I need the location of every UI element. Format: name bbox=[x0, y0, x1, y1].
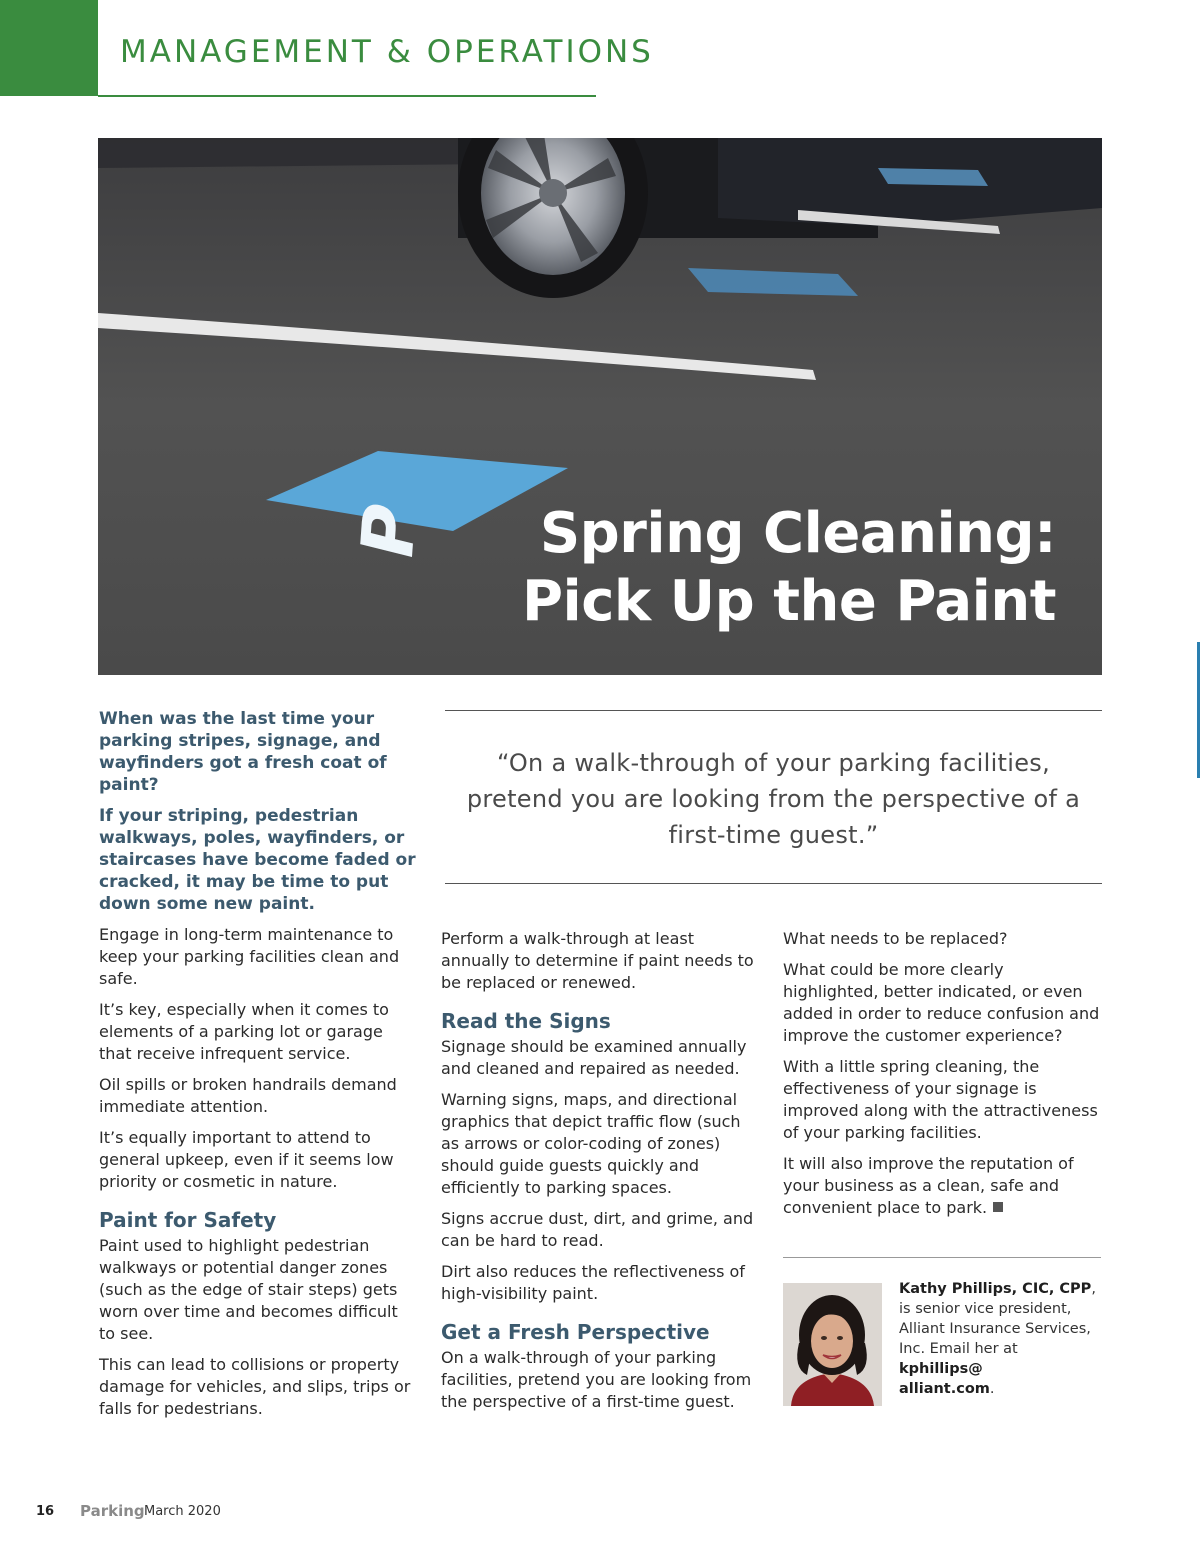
body-paragraph: Signs accrue dust, dirt, and grime, and can be hard to read. bbox=[441, 1209, 754, 1250]
column-2 bbox=[441, 928, 761, 1422]
hero-image bbox=[98, 138, 1102, 675]
author-bio-rule bbox=[783, 1257, 1101, 1258]
end-of-article-mark bbox=[993, 1202, 1003, 1212]
author-bio bbox=[899, 1279, 1104, 1399]
subhead-read-the-signs: Read the Signs bbox=[441, 1009, 611, 1033]
article-title bbox=[522, 500, 1056, 636]
body-paragraph: It’s key, especially when it comes to elements of a parking lot or garage that receive infrequent service. bbox=[99, 1000, 389, 1063]
body-paragraph: What needs to be replaced? bbox=[783, 929, 1008, 948]
body-paragraph: Signage should be examined annually and cleaned and repaired as needed. bbox=[441, 1037, 747, 1078]
body-paragraph: What could be more clearly highlighted, better indicated, or even added in order to reduce confusion and improve the customer experience? bbox=[783, 960, 1100, 1045]
pavement-letter: P bbox=[347, 494, 433, 569]
body-paragraph: With a little spring cleaning, the effectiveness of your signage is improved along with the attractiveness of your parking facilities. bbox=[783, 1057, 1098, 1142]
body-paragraph: Oil spills or broken handrails demand immediate attention. bbox=[99, 1075, 397, 1116]
body-paragraph: It’s equally important to attend to general upkeep, even if it seems low priority or cosmetic in nature. bbox=[99, 1128, 394, 1191]
page-number: 16 bbox=[36, 1504, 55, 1519]
body-paragraph: This can lead to collisions or property damage for vehicles, and slips, trips or falls for pedestrians. bbox=[99, 1355, 411, 1418]
subhead-paint-for-safety: Paint for Safety bbox=[99, 1208, 277, 1232]
final-paragraph-text: It will also improve the reputation of your business as a clean, safe and convenient place to park. bbox=[783, 1154, 1074, 1217]
header-color-block bbox=[0, 0, 98, 96]
header-rule bbox=[98, 95, 596, 97]
author-portrait bbox=[783, 1283, 882, 1406]
body-paragraph: Engage in long-term maintenance to keep your parking facilities clean and safe. bbox=[99, 925, 400, 988]
magazine-name: Parking bbox=[80, 1502, 145, 1520]
subhead-get-a-fresh-perspective: Get a Fresh Perspective bbox=[441, 1320, 710, 1344]
issue-date: March 2020 bbox=[144, 1504, 221, 1519]
author-photo bbox=[783, 1283, 882, 1406]
intro-statement: If your striping, pedestrian walkways, poles, wayfinders, or staircases have become faded or cracked, it may be time to put down some new paint. bbox=[99, 806, 416, 914]
body-paragraph: On a walk-through of your parking facilities, pretend you are looking from the perspective of a first-time guest. bbox=[441, 1348, 752, 1411]
column-3 bbox=[783, 928, 1101, 1228]
body-paragraph: Dirt also reduces the reflectiveness of high-visibility paint. bbox=[441, 1262, 745, 1303]
article-title-line-2: Pick Up the Paint bbox=[522, 569, 1056, 634]
article-title-line-1: Spring Cleaning: bbox=[539, 501, 1056, 566]
body-paragraph: Perform a walk-through at least annually to determine if paint needs to be replaced or renewed. bbox=[441, 929, 754, 992]
body-paragraph: Paint used to highlight pedestrian walkways or potential danger zones (such as the edge of stair steps) gets worn over time and becomes difficult to see. bbox=[99, 1236, 398, 1343]
body-paragraph: Warning signs, maps, and directional graphics that depict traffic flow (such as arrows or color-coding of zones) should guide guests quickly and efficiently to parking spaces. bbox=[441, 1090, 741, 1197]
author-email-part-1[interactable]: kphillips@ bbox=[899, 1361, 983, 1377]
column-1 bbox=[99, 708, 417, 1429]
author-name: Kathy Phillips, CIC, CPP bbox=[899, 1281, 1092, 1297]
body-paragraph-final bbox=[783, 1153, 1101, 1219]
author-title: , is senior vice president, Alliant Insurance Services, Inc. Email her at bbox=[899, 1281, 1096, 1357]
author-bio-end: . bbox=[989, 1381, 995, 1397]
intro-question: When was the last time your parking stripes, signage, and wayfinders got a fresh coat of paint? bbox=[99, 709, 387, 795]
author-email-part-2[interactable]: alliant.com bbox=[899, 1381, 990, 1397]
section-title: MANAGEMENT & OPERATIONS bbox=[120, 34, 654, 70]
pull-quote-rule-bottom bbox=[445, 883, 1102, 884]
pull-quote-rule-top bbox=[445, 710, 1102, 711]
pull-quote: “On a walk-through of your parking facilities, pretend you are looking from the perspective of a first-time guest.” bbox=[466, 749, 1081, 849]
